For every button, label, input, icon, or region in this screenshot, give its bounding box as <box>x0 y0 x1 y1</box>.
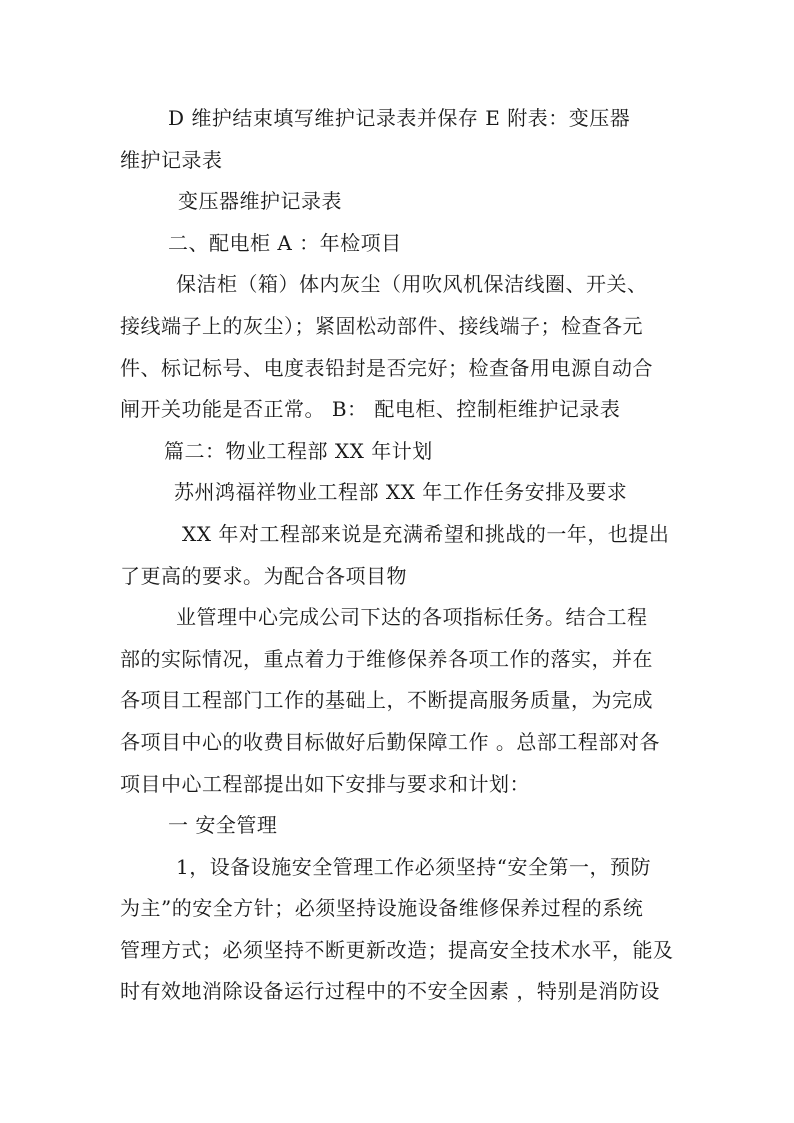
text-line: 了更高的要求。为配合各项目物 <box>120 563 407 588</box>
document-title: 苏州鸿福祥物业工程部 XX 年工作任务安排及要求 <box>174 480 628 505</box>
text-line: 部的实际情况，重点着力于维修保养各项工作的落实，并在 <box>120 646 653 671</box>
section-heading: 篇二：物业工程部 XX 年计划 <box>164 438 433 463</box>
text-line: 业管理中心完成公司下达的各项指标任务。结合工程 <box>176 605 648 630</box>
text-line: 保洁柜（箱）体内灰尘（用吹风机保洁线圈、开关、 <box>176 272 648 297</box>
section-heading: 一 安全管理 <box>168 813 278 838</box>
text-line: 闸开关功能是否正常。 B： 配电柜、控制柜维护记录表 <box>120 397 621 422</box>
document-body <box>120 98 676 1013</box>
text-line: D 维护结束填写维护记录表并保存 E 附表：变压器 <box>168 106 631 130</box>
text-line: 件、标记标号、电度表铅封是否完好；检查备用电源自动合 <box>120 355 653 380</box>
text-line: XX 年对工程部来说是充满希望和挑战的一年，也提出 <box>182 521 670 546</box>
section-heading: 二、配电柜 A ：年检项目 <box>168 230 402 255</box>
text-line: 为主”的安全方针；必须坚持设施设备维修保养过程的系统 <box>120 896 644 921</box>
text-line: 1，设备设施安全管理工作必须坚持“安全第一，预防 <box>176 854 651 879</box>
text-line: 管理方式；必须坚持不断更新改造；提高安全技术水平，能及 <box>120 937 674 962</box>
text-line: 接线端子上的灰尘）；紧固松动部件、接线端子；检查各元 <box>120 313 643 338</box>
text-line: 各项目中心的收费目标做好后勤保障工作 。总部工程部对各 <box>120 729 660 754</box>
text-line: 维护记录表 <box>120 147 223 172</box>
text-line: 项目中心工程部提出如下安排与要求和计划： <box>120 771 530 796</box>
section-heading: 变压器维护记录表 <box>178 189 342 214</box>
text-line: 各项目工程部门工作的基础上，不断提高服务质量，为完成 <box>120 688 653 713</box>
text-line: 时有效地消除设备运行过程中的不安全因素 ，特别是消防设 <box>120 979 660 1004</box>
